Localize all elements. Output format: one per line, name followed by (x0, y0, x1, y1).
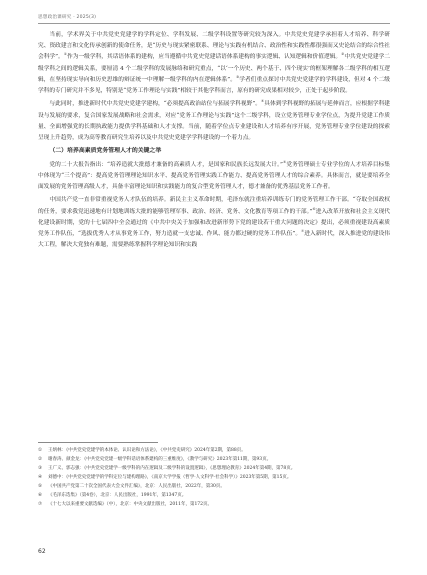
footnote-3: ③ 王广义、郭志强：《中共党史党建学一级学科的内在逻辑及二级学科的设置逻辑》，《思想理论教育》2024年第4期，第78页。 (38, 466, 296, 471)
footnote-1: ① 王炳林：《中共党史党建学的本体论、认识论和方法论》，《中共党史研究》2024年第2期，第88页。 (38, 448, 246, 453)
footnote-7: ⑦ 《十七大以来重要文献选编》（中），北京：中央文献出版社，2011年，第172页。 (38, 502, 213, 507)
page-number: 62 (38, 548, 46, 555)
running-header: 思想政治课研究 · 2025(3) (38, 15, 97, 20)
paragraph-4: 中国共产党一直非常重视党务人才队伍的培养。新民主主义革命时期，毛泽东就注重培养训练专门的党务管理工作干部。“夺取全国政权的任务，要求我党迅速地有计划地训练大批的能够管理军事、政治、经济、党务、文化教育等项工作的干部。”⑥进入改革开放和社会主义现代化建设新时期，党的十七届四中全会通过的《中共中央关于加强和改进新形势下党的建设若干重大问题的决定》提出，必须重视建设高素质党务工作队伍，“选拔优秀人才从事党务工作，努力造就一支忠诚、作风、能力都过硬的党务工作队伍”。⑦进入新时代，深入推进党的建设伟大工程，解决大党独有难题，需要熟练掌握科学理论知识和实践 (38, 197, 390, 249)
footnotes (38, 446, 390, 509)
footnote-5: ⑤ 《中国共产党第二十次全国代表大会文件汇编》，北京：人民出版社，2022年，第30页。 (38, 484, 225, 489)
footnote-4: ④ 刘德中：《中共党史党建学的学科定位与建构理路》，《南京大学学报（哲学·人文科学·社会科学）》2023年第5期，第15页。 (38, 475, 292, 480)
body-text (38, 30, 390, 254)
footnote-ref-4[interactable]: ④ (261, 99, 265, 104)
paragraph-2: 与此同时，推进新时代中共党史党建学建构，“必须提高政治站位与拓展学科视野”。④具体到学科视野的拓展与延伸而言，应根据学科建设与发展的要求，复合国家发展战略和社会需求，对应“党务工作理论与实践”这个二级学科，设立党务管理专业学位点，为提升党建工作质量、全面增强党的长期执政能力提供学科基础和人才支撑。当前，随着学位点专业建设和人才培养有序开展，党务管理专业学位建设的探索呈现上升趋势，成为高等教育研究生培养以及中共党史党建学学科建设的一个着力点。 (38, 99, 390, 142)
footnote-ref-5[interactable]: ⑤ (282, 159, 287, 164)
footnote-ref-2[interactable]: ② (341, 52, 345, 57)
header-rule (38, 23, 390, 24)
footnote-6: ⑥ 《毛泽东选集》（第4卷），北京：人民出版社，1991年，第1347页。 (38, 493, 187, 498)
paragraph-1: 当前，学术界关于中共党史党建学的学科定位、学科发展、二级学科设置等研究较为深入。中共党史党建学承担着人才培养、科学研究、资政建言和文化传承创新的使命任务，是“历史与现实紧密联系、理论与实践有机结合、政治性和实践性都很强而又史论结合的综合性社会科学”。①作为一级学科，其话语体系的建构，应当遵循中共党史党建话语体系建构的事实逻辑、认知逻辑和价值逻辑。②中共党史党建学二级学科之间的逻辑关系，要厘清 4 个二级学科的发展脉络和研究重点，“以‘一个历史、两个基于、四个现实’的框架理解各二级学科的相互逻辑，在坚持现实导向和历史思维的辩证统一中理解一级学科的内在逻辑体系”。③学者们重点探讨中共党史党建学的学科建设，但对 4 个二级学科的专门研究并不多见，特别是“党务工作理论与实践”相较于其他学科而言，原有的研究成果相对较少，正处于起步阶段。 (38, 32, 390, 95)
footnote-ref-6[interactable]: ⑥ (312, 206, 316, 211)
footnote-ref-3[interactable]: ③ (236, 74, 240, 79)
paragraph-3: 党的二十大报告指出：“培养造就大批德才兼备的高素质人才，是国家和民族长远发展大计。”⑤党务管理硕士专业学位的人才培养目标集中体现为“三个提高”：提高党务管理理论知识水平、提高党务管理实践工作能力、提高党务管理人才的综合素养。具体而言，就是要培养全面发展的党务管理高级人才，具备丰富理论知识和实践能力的复合型党务管理人才，德才兼备的优秀基层党务工作者。 (38, 159, 390, 191)
footnote-ref-7[interactable]: ⑦ (301, 229, 305, 234)
footnote-ref-1[interactable]: ① (63, 52, 68, 57)
section-heading: （二）培养高素质党务管理人才的关键之举 (49, 148, 162, 155)
footnote-rule (38, 442, 158, 443)
footnote-2: ② 谢春涛、颜金龙：《中共党史党建一级学科话语体系建构的三重维度》，《教学与研究》2023年第11期，第93页。 (38, 457, 272, 462)
